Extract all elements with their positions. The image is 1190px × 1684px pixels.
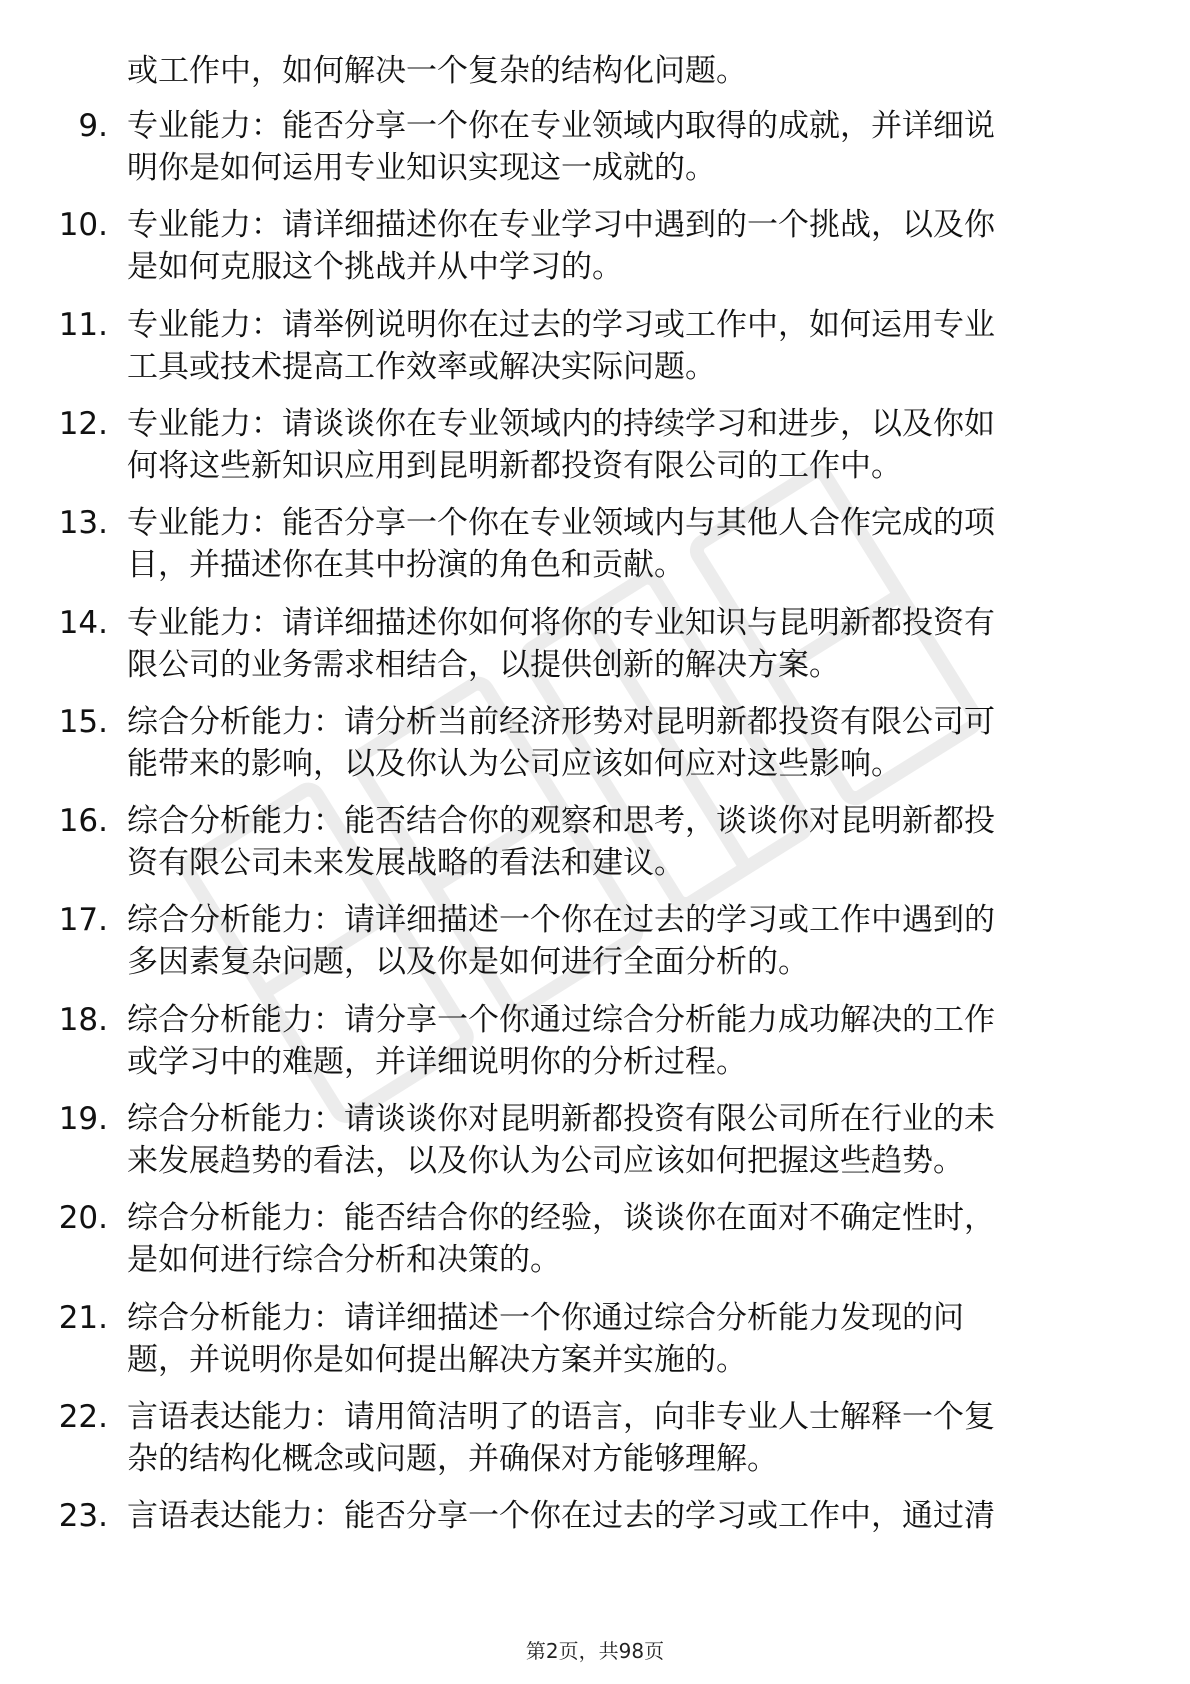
item-text-line: 专业能力：能否分享一个你在专业领域内与其他人合作完成的项: [127, 505, 995, 542]
item-text-line: 综合分析能力：请分析当前经济形势对昆明新都投资有限公司可: [127, 703, 995, 740]
item-text-line: 专业能力：请举例说明你在过去的学习或工作中，如何运用专业: [127, 306, 995, 343]
item-text: [127, 1297, 1127, 1381]
item-text-line: 工具或技术提高工作效率或解决实际问题。: [127, 348, 716, 385]
item-text: [127, 304, 1127, 388]
item-number: 19.: [58, 1101, 108, 1137]
item-number: 20.: [58, 1200, 108, 1237]
item-text-line: 来发展趋势的看法，以及你认为公司应该如何把握这些趋势。: [127, 1143, 964, 1179]
item-text: [127, 701, 1127, 785]
page-footer: 第2页，共98页: [525, 1639, 665, 1663]
item-text-line: 综合分析能力：请详细描述一个你在过去的学习或工作中遇到的: [127, 902, 995, 939]
list-item: [0, 1396, 1190, 1486]
item-number: 23.: [58, 1498, 108, 1535]
item-text-line: 目，并描述你在其中扮演的角色和贡献。: [127, 547, 685, 584]
item-text-line: 言语表达能力：能否分享一个你在过去的学习或工作中，通过清: [127, 1498, 995, 1535]
list-item: [0, 105, 1190, 195]
item-text: [127, 502, 1127, 586]
list-item: [0, 502, 1190, 592]
item-text: [127, 800, 1127, 884]
item-text-line: 综合分析能力：能否结合你的经验，谈谈你在面对不确定性时，: [127, 1200, 995, 1237]
item-text-line: 专业能力：能否分享一个你在专业领域内取得的成就，并详细说: [127, 108, 995, 144]
item-number: 21.: [58, 1299, 108, 1336]
item-number: 14.: [58, 604, 108, 641]
list-item: [0, 1297, 1190, 1387]
item-text: [127, 999, 1127, 1083]
item-text: [127, 899, 1127, 983]
item-text-line: 是如何进行综合分析和决策的。: [127, 1242, 561, 1279]
item-text-line: 明你是如何运用专业知识实现这一成就的。: [127, 150, 716, 186]
item-number: 22.: [58, 1398, 108, 1435]
item-text-line: 言语表达能力：请用简洁明了的语言，向非专业人士解释一个复: [127, 1398, 995, 1435]
item-text: [127, 1098, 1127, 1182]
item-text: [127, 204, 1127, 288]
list-item: [0, 403, 1190, 493]
item-number: 16.: [58, 803, 108, 840]
item-number: 18.: [58, 1001, 108, 1038]
item-text-line: 综合分析能力：请详细描述一个你通过综合分析能力发现的问: [127, 1299, 964, 1336]
item-text-line: 是如何克服这个挑战并从中学习的。: [127, 249, 623, 286]
item-text-line: 何将这些新知识应用到昆明新都投资有限公司的工作中。: [127, 447, 902, 484]
item-text-line: 能带来的影响，以及你认为公司应该如何应对这些影响。: [127, 745, 902, 782]
list-item: [0, 304, 1190, 394]
item-text-line: 综合分析能力：请谈谈你对昆明新都投资有限公司所在行业的未: [127, 1101, 995, 1137]
list-item: [0, 204, 1190, 294]
item-number: 11.: [58, 306, 108, 343]
continuation-line: 或工作中，如何解决一个复杂的结构化问题。: [127, 53, 747, 89]
list-item: [0, 1197, 1190, 1287]
item-text-line: 专业能力：请详细描述你在专业学习中遇到的一个挑战，以及你: [127, 207, 995, 244]
item-text-line: 多因素复杂问题，以及你是如何进行全面分析的。: [127, 944, 809, 981]
item-number: 13.: [58, 505, 108, 542]
list-item: [0, 602, 1190, 692]
list-item: [0, 999, 1190, 1089]
item-text-line: 资有限公司未来发展战略的看法和建议。: [127, 845, 685, 882]
item-text: [127, 1396, 1127, 1480]
item-number: 17.: [58, 902, 108, 939]
list-item: [0, 1495, 1190, 1585]
item-text: [127, 1197, 1127, 1281]
item-text-line: 限公司的业务需求相结合，以提供创新的解决方案。: [127, 646, 840, 683]
list-item: [0, 800, 1190, 890]
list-item: [0, 1098, 1190, 1188]
item-text: [127, 403, 1127, 487]
item-text-line: 杂的结构化概念或问题，并确保对方能够理解。: [127, 1440, 778, 1477]
item-number: 9.: [78, 108, 108, 144]
list-item: [0, 701, 1190, 791]
item-text: [127, 602, 1127, 686]
item-number: 12.: [58, 405, 108, 442]
item-number: 10.: [58, 207, 108, 244]
list-item: [0, 899, 1190, 989]
item-text: [127, 105, 1127, 189]
item-text: [127, 1495, 1127, 1537]
item-text-line: 专业能力：请谈谈你在专业领域内的持续学习和进步，以及你如: [127, 405, 995, 442]
item-text-line: 综合分析能力：能否结合你的观察和思考，谈谈你对昆明新都投: [127, 803, 995, 840]
item-text-line: 题，并说明你是如何提出解决方案并实施的。: [127, 1341, 747, 1378]
item-text-line: 或学习中的难题，并详细说明你的分析过程。: [127, 1043, 747, 1080]
item-text-line: 综合分析能力：请分享一个你通过综合分析能力成功解决的工作: [127, 1001, 995, 1038]
item-number: 15.: [58, 703, 108, 740]
item-text-line: 专业能力：请详细描述你如何将你的专业知识与昆明新都投资有: [127, 604, 995, 641]
